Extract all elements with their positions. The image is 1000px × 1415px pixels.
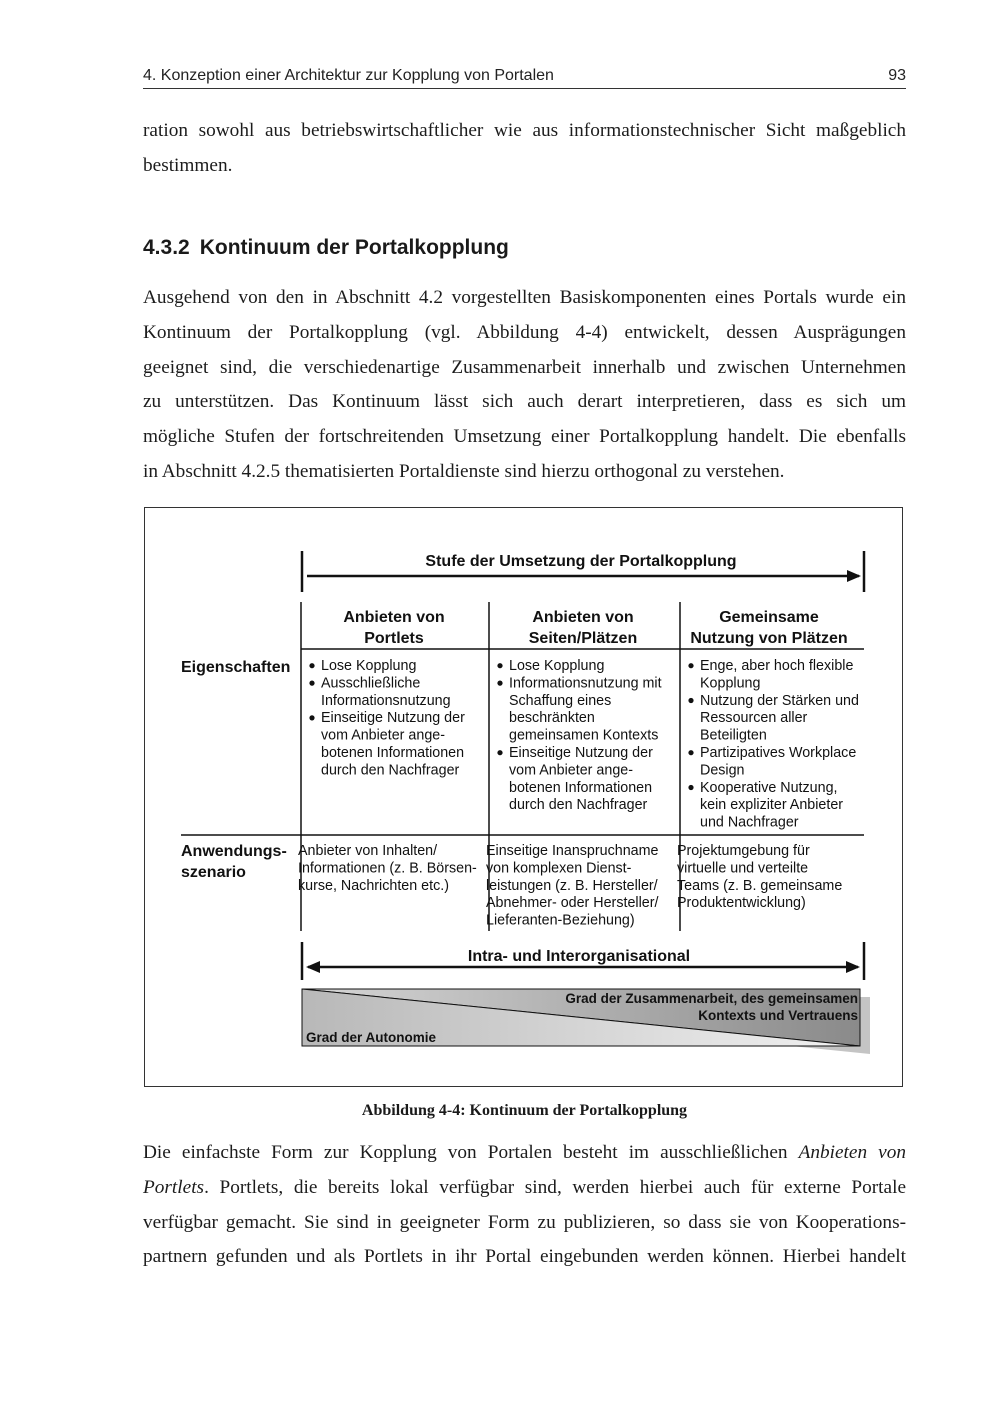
cell-text-line: Anbieter von Inhalten/ <box>298 843 438 859</box>
bullet-icon <box>309 681 314 686</box>
section-title: Kontinuum der Portalkopplung <box>199 236 509 259</box>
cell-text-line: Ausschließliche <box>321 675 421 692</box>
text-line: ration sowohl aus betriebswirtschaftlicher wie aus informationstechnischer Sicht maßgeblich <box>143 120 906 141</box>
bullet-icon <box>688 663 693 668</box>
figure-caption: Abbildung 4-4: Kontinuum der Portalkopplung <box>361 1102 688 1119</box>
cell-text-line: von komplexen Dienst- <box>486 860 632 877</box>
cell-text-line: Informationsnutzung mit <box>509 675 662 692</box>
cell-text-line: Enge, aber hoch flexible <box>700 658 854 674</box>
cell-text-line: botenen Informationen <box>509 779 653 796</box>
cell-text-line: Projektumgebung für <box>677 843 810 859</box>
organisational-scope-label: Intra- und Interorganisational <box>467 948 691 965</box>
emphasized-term: Portlets <box>143 1176 205 1198</box>
bullet-icon <box>688 785 693 790</box>
cell-text-line: Produktentwicklung) <box>677 895 806 912</box>
scenario-cell-pages <box>486 843 659 929</box>
text-run: Die einfachste Form zur Kopplung von Portalen besteht im ausschließlichen <box>143 1142 799 1163</box>
cell-text-line: Informationen (z. B. Börsen- <box>298 860 477 877</box>
cell-text-line: Informationsnutzung <box>321 692 451 709</box>
cell-text-line: und Nachfrager <box>700 814 799 831</box>
column-headers <box>343 609 847 647</box>
cell-text-line: virtuelle und verteilte <box>677 860 809 877</box>
bullet-icon <box>497 663 502 668</box>
properties-cell-pages <box>497 658 661 813</box>
text-line: in Abschnitt 4.2.5 thematisierten Portaldienste sind hierzu orthogonal zu verstehen. <box>143 460 785 482</box>
cell-text-line: gemeinsamen Kontexts <box>509 727 659 744</box>
body-paragraph <box>143 1136 906 1275</box>
figure-frame <box>144 507 903 1087</box>
properties-cell-shared <box>688 658 859 831</box>
column-2-title-line-2: Seiten/Plätzen <box>528 630 638 647</box>
cell-text-line: kurse, Nachrichten etc.) <box>298 877 449 894</box>
cell-text-line: Design <box>700 762 745 779</box>
section-number: 4.3.2 <box>143 236 190 259</box>
collaboration-label-line-2: Kontexts und Vertrauens <box>698 1008 858 1023</box>
implementation-stage-arrow <box>302 551 864 592</box>
gradient-wedge <box>302 989 870 1054</box>
cell-text-line: Beteiligten <box>700 727 767 744</box>
cell-text-line: Kooperative Nutzung, <box>700 779 838 796</box>
column-2-title-line-1: Anbieten von <box>532 609 634 626</box>
scenario-cell-portlets <box>298 843 477 894</box>
cell-text-line: durch den Nachfrager <box>321 762 460 779</box>
cell-text-line: botenen Informationen <box>321 745 465 761</box>
text-line: zu unterstützen. Das Kontinuum lässt sich auch derart interpretieren, dass es sich um <box>143 391 906 413</box>
text-line: verfügbar gemacht. Sie sind in geeigneter Form zu publizieren, so dass sie von Kooperations- <box>143 1211 906 1233</box>
cell-text-line: beschränkten <box>509 710 595 727</box>
text-line: Ausgehend von den in Abschnitt 4.2 vorgestellten Basiskomponenten eines Portals wurde ein <box>143 287 906 308</box>
text-line: Kontinuum der Portalkopplung (vgl. Abbildung 4-4) entwickelt, dessen Ausprägungen <box>143 321 906 343</box>
organisational-scope-arrow <box>302 942 864 980</box>
cell-text-line: Lieferanten-Beziehung) <box>486 912 635 929</box>
chapter-title: 4. Konzeption einer Architektur zur Kopplung von Portalen <box>143 67 554 84</box>
emphasized-term: Anbieten von <box>798 1142 906 1163</box>
cell-text-line: Nutzung der Stärken und <box>700 692 859 709</box>
cell-text-line: Schaffung eines <box>509 692 612 709</box>
intro-paragraph <box>143 114 906 184</box>
autonomy-label: Grad der Autonomie <box>306 1030 437 1045</box>
collaboration-label-line-1: Grad der Zusammenarbeit, des gemeinsamen <box>565 991 858 1006</box>
cell-text-line: Kopplung <box>700 675 761 692</box>
text-line: bestimmen. <box>143 154 233 176</box>
row-label-properties: Eigenschaften <box>181 659 291 676</box>
cell-text-line: Ressourcen aller <box>700 710 808 727</box>
column-1-title-line-2: Portlets <box>364 630 424 647</box>
cell-text-line: leistungen (z. B. Hersteller/ <box>486 877 658 894</box>
implementation-stage-label: Stufe der Umsetzung der Portalkopplung <box>425 553 737 570</box>
cell-text-line: vom Anbieter ange- <box>509 762 633 779</box>
text-line: partnern gefunden und als Portlets in ihr Portal eingebunden werden können. Hierbei handelt <box>143 1246 906 1268</box>
cell-text-line: Einseitige Nutzung der <box>321 710 465 727</box>
cell-text-line: Einseitige Inanspruchname <box>486 843 659 859</box>
column-3-title-line-1: Gemeinsame <box>719 609 819 626</box>
properties-cell-portlets <box>309 658 465 778</box>
cell-text-line: Teams (z. B. gemeinsame <box>677 877 843 894</box>
running-header <box>143 67 906 89</box>
cell-text-line: Abnehmer- oder Hersteller/ <box>486 895 659 912</box>
cell-text-line: Einseitige Nutzung der <box>509 745 653 761</box>
bullet-icon <box>497 681 502 686</box>
bullet-icon <box>309 663 314 668</box>
section-heading <box>143 236 509 260</box>
body-paragraph <box>143 281 906 490</box>
row-label-scenario-line-1: Anwendungs- <box>181 843 287 860</box>
text-line: geeignet sind, die verschiedenartige Zusammenarbeit innerhalb und zwischen Unternehmen <box>143 356 906 378</box>
continuum-diagram <box>145 508 902 1086</box>
bullet-icon <box>688 698 693 703</box>
bullet-icon <box>497 750 502 755</box>
text-line <box>143 1136 906 1171</box>
page-number: 93 <box>888 67 906 84</box>
bullet-icon <box>688 750 693 755</box>
cell-text-line: Lose Kopplung <box>321 658 417 674</box>
cell-text-line: vom Anbieter ange- <box>321 727 445 744</box>
text-run: . Portlets, die bereits lokal verfügbar sind, werden hierbei auch für externe Portale <box>204 1176 906 1198</box>
cell-text-line: durch den Nachfrager <box>509 797 648 814</box>
text-line: mögliche Stufen der fortschreitenden Umsetzung einer Portalkopplung handelt. Die ebenfalls <box>143 426 906 448</box>
text-line <box>143 1171 906 1206</box>
scenario-cell-shared <box>677 843 842 911</box>
row-label-scenario-line-2: szenario <box>181 864 246 881</box>
bullet-icon <box>309 715 314 720</box>
column-3-title-line-2: Nutzung von Plätzen <box>690 630 848 647</box>
cell-text-line: kein expliziter Anbieter <box>700 797 844 814</box>
cell-text-line: Lose Kopplung <box>509 658 605 674</box>
cell-text-line: Partizipatives Workplace <box>700 745 857 761</box>
column-1-title-line-1: Anbieten von <box>343 609 445 626</box>
